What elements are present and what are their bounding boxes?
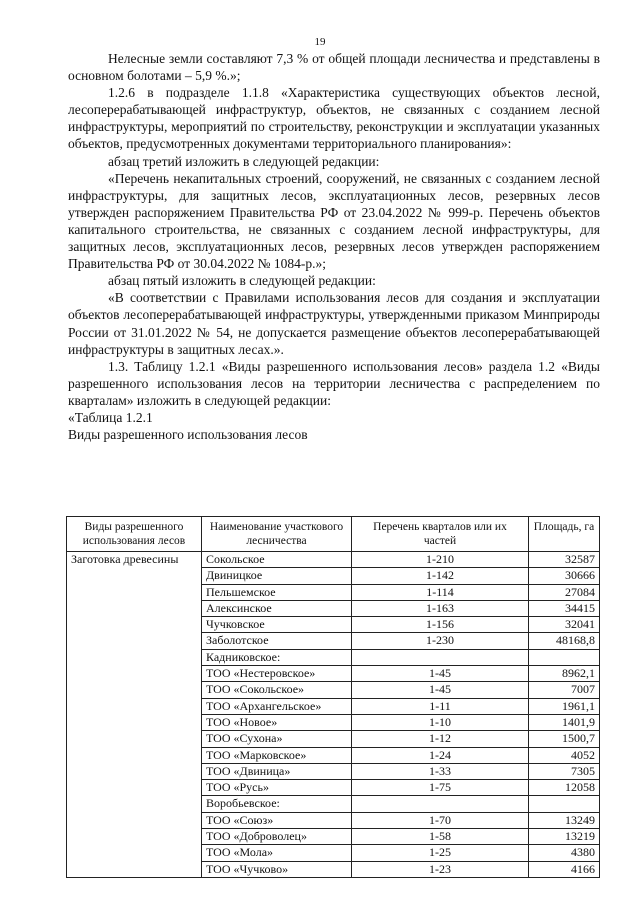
district-cell: Двиницкое — [202, 568, 352, 584]
area-cell: 32587 — [529, 552, 600, 568]
district-cell: ТОО «Архангельское» — [202, 698, 352, 714]
quarters-cell: 1-10 — [352, 714, 529, 730]
page-number: 19 — [314, 36, 326, 48]
area-cell: 4052 — [529, 747, 600, 763]
quarters-cell: 1-24 — [352, 747, 529, 763]
area-cell: 34415 — [529, 600, 600, 616]
forest-use-table — [66, 516, 600, 878]
district-cell: Сокольское — [202, 552, 352, 568]
quarters-cell: 1-142 — [352, 568, 529, 584]
district-cell: Заболотское — [202, 633, 352, 649]
quarters-cell: 1-156 — [352, 617, 529, 633]
area-cell: 48168,8 — [529, 633, 600, 649]
district-cell: ТОО «Мола» — [202, 845, 352, 861]
district-cell: ТОО «Доброволец» — [202, 829, 352, 845]
area-cell: 4380 — [529, 845, 600, 861]
area-cell: 27084 — [529, 584, 600, 600]
header-area: Площадь, га — [529, 517, 600, 552]
paragraph: «Перечень некапитальных строений, сооружений, не связанных с созданием лесной инфраструктуры, для защитных лесов, эксплуатационных лесов, резервных лесов утвержден распоряжением Правительства РФ от 23.04.2022 № 999-р. Перечень объектов капитального строительства, не связанных с созданием лесной инфраструктуры, для защитных лесов, эксплуатационных лесов, резервных лесов утвержден распоряжением Правительства РФ от 30.04.2022 № 1084-р.»; — [68, 170, 600, 272]
area-cell: 4166 — [529, 861, 600, 877]
quarters-cell: 1-12 — [352, 731, 529, 747]
area-cell: 1401,9 — [529, 714, 600, 730]
area-cell: 1961,1 — [529, 698, 600, 714]
quarters-cell: 1-23 — [352, 861, 529, 877]
table-title: Виды разрешенного использования лесов — [68, 427, 308, 443]
area-cell: 8962,1 — [529, 666, 600, 682]
table-label: «Таблица 1.2.1 — [68, 409, 153, 425]
quarters-cell: 1-114 — [352, 584, 529, 600]
district-cell: ТОО «Русь» — [202, 780, 352, 796]
quarters-cell: 1-45 — [352, 682, 529, 698]
area-cell: 1500,7 — [529, 731, 600, 747]
area-cell: 7007 — [529, 682, 600, 698]
district-cell: ТОО «Двиница» — [202, 763, 352, 779]
body-text — [68, 50, 600, 443]
area-cell: 32041 — [529, 617, 600, 633]
district-cell: Кадниковское: — [202, 649, 352, 665]
quarters-cell: 1-163 — [352, 600, 529, 616]
district-cell: ТОО «Новое» — [202, 714, 352, 730]
area-cell — [529, 649, 600, 665]
district-cell: Алексинское — [202, 600, 352, 616]
table-header-row — [67, 517, 600, 552]
area-cell: 13249 — [529, 812, 600, 828]
header-quarters: Перечень кварталов или их частей — [352, 517, 529, 552]
quarters-cell — [352, 796, 529, 812]
area-cell: 13219 — [529, 829, 600, 845]
paragraph: Нелесные земли составляют 7,3 % от общей площади лесничества и представлены в основном болотами – 5,9 %.»; — [68, 51, 600, 84]
header-district: Наименование участкового лесничества — [202, 517, 352, 552]
paragraph: 1.2.6 в подразделе 1.1.8 «Характеристика существующих объектов лесной, лесоперерабатывающей инфраструктур, объектов, не связанных с созданием лесной инфраструктуры, мероприятий по строительству, реконструкции и эксплуатации указанных объектов, предусмотренных документами территориального планирования»: — [68, 85, 600, 152]
district-cell: ТОО «Сокольское» — [202, 682, 352, 698]
table-row — [67, 552, 600, 568]
area-cell — [529, 796, 600, 812]
table-body — [67, 552, 600, 878]
quarters-cell: 1-25 — [352, 845, 529, 861]
use-type-cell: Заготовка древесины — [67, 552, 202, 878]
area-cell: 7305 — [529, 763, 600, 779]
quarters-cell: 1-210 — [352, 552, 529, 568]
district-cell: ТОО «Чучково» — [202, 861, 352, 877]
paragraph: 1.3. Таблицу 1.2.1 «Виды разрешенного использования лесов» раздела 1.2 «Виды разрешенного использования лесов на территории лесничества с распределением по кварталам» изложить в следующей редакции: — [68, 358, 600, 408]
district-cell: Чучковское — [202, 617, 352, 633]
quarters-cell — [352, 649, 529, 665]
district-cell: Пельшемское — [202, 584, 352, 600]
paragraph: «В соответствии с Правилами использования лесов для создания и эксплуатации объектов лесоперерабатывающей инфраструктуры, утвержденными приказом Минприроды России от 31.01.2022 № 54, не допускается размещение объектов лесоперерабатывающей инфраструктуры в защитных лесах.». — [68, 290, 600, 357]
quarters-cell: 1-11 — [352, 698, 529, 714]
quarters-cell: 1-33 — [352, 763, 529, 779]
quarters-cell: 1-230 — [352, 633, 529, 649]
district-cell: ТОО «Нестеровское» — [202, 666, 352, 682]
area-cell: 12058 — [529, 780, 600, 796]
quarters-cell: 1-70 — [352, 812, 529, 828]
district-cell: Воробьевское: — [202, 796, 352, 812]
quarters-cell: 1-45 — [352, 666, 529, 682]
district-cell: ТОО «Союз» — [202, 812, 352, 828]
quarters-cell: 1-75 — [352, 780, 529, 796]
area-cell: 30666 — [529, 568, 600, 584]
district-cell: ТОО «Марковское» — [202, 747, 352, 763]
quarters-cell: 1-58 — [352, 829, 529, 845]
paragraph: абзац пятый изложить в следующей редакции: — [108, 273, 376, 289]
paragraph: абзац третий изложить в следующей редакции: — [108, 153, 380, 169]
header-use-type: Виды разрешенного использования лесов — [67, 517, 202, 552]
district-cell: ТОО «Сухона» — [202, 731, 352, 747]
